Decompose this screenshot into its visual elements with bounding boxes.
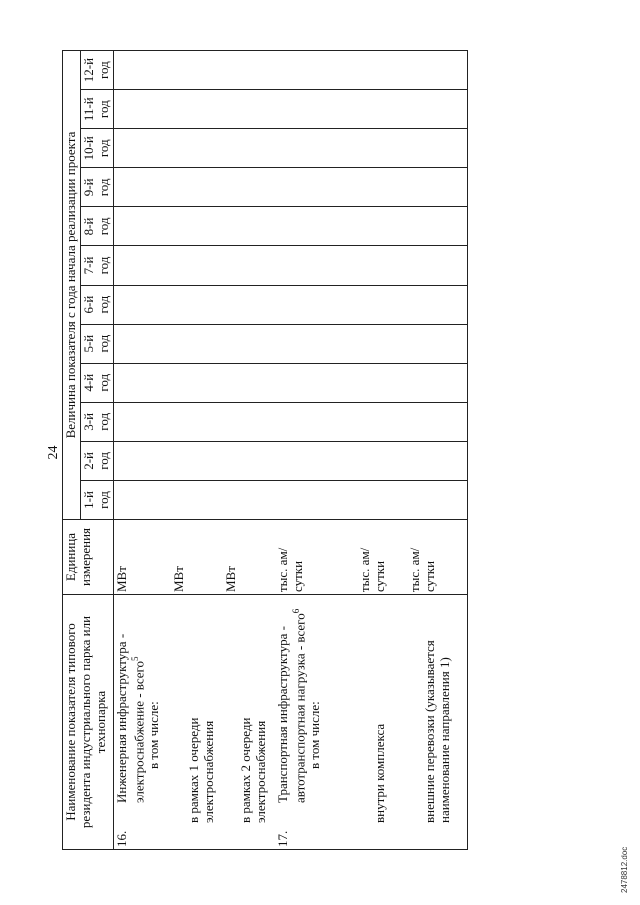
unit-cell: тыс. ам/ сутки bbox=[407, 520, 468, 595]
year-value-cell bbox=[171, 90, 223, 129]
year-number: 11-й bbox=[80, 97, 96, 122]
header-year-7 bbox=[80, 246, 113, 285]
indicator-name-cell bbox=[357, 595, 407, 850]
year-value-cell bbox=[171, 129, 223, 168]
year-value-cell bbox=[357, 168, 407, 207]
row-number: 16. bbox=[113, 830, 129, 847]
unit-cell: МВт bbox=[223, 520, 275, 595]
year-number: 9-й bbox=[80, 178, 96, 197]
year-value-cell bbox=[407, 285, 468, 324]
year-label: год bbox=[95, 295, 111, 314]
year-value-cell bbox=[275, 207, 357, 246]
year-number: 6-й bbox=[80, 295, 96, 314]
year-value-cell bbox=[275, 480, 357, 519]
year-value-cell bbox=[357, 324, 407, 363]
year-value-cell bbox=[357, 480, 407, 519]
year-value-cell bbox=[223, 168, 275, 207]
year-value-cell bbox=[223, 129, 275, 168]
header-year-9 bbox=[80, 168, 113, 207]
year-label: год bbox=[95, 61, 111, 79]
unit-cell: тыс. ам/ сутки bbox=[275, 520, 357, 595]
year-value-cell bbox=[223, 246, 275, 285]
year-number: 4-й bbox=[80, 373, 96, 392]
indicator-label-block bbox=[373, 627, 388, 847]
header-year-12 bbox=[80, 51, 113, 90]
indicator-name: в рамках 2 очереди электроснабжения bbox=[237, 717, 268, 823]
indicator-name-cell bbox=[223, 595, 275, 850]
header-year-10 bbox=[80, 129, 113, 168]
page-number: 24 bbox=[46, 445, 61, 460]
year-value-cell bbox=[171, 285, 223, 324]
indicator-label-block bbox=[276, 607, 323, 803]
footer-file-name: 2478812.doc bbox=[620, 846, 629, 893]
year-value-cell bbox=[171, 324, 223, 363]
year-value-cell bbox=[113, 363, 171, 402]
year-value-cell bbox=[113, 285, 171, 324]
year-value-cell bbox=[407, 129, 468, 168]
indicator-name: внутри комплекса bbox=[371, 723, 387, 823]
year-value-cell bbox=[407, 207, 468, 246]
year-value-cell bbox=[407, 363, 468, 402]
year-value-cell bbox=[171, 441, 223, 480]
year-label: год bbox=[95, 178, 111, 197]
year-value-cell bbox=[171, 363, 223, 402]
year-value-cell bbox=[223, 207, 275, 246]
year-value-cell bbox=[357, 129, 407, 168]
unit-cell: МВт bbox=[113, 520, 171, 595]
header-year-3 bbox=[80, 402, 113, 441]
year-value-cell bbox=[113, 129, 171, 168]
year-value-cell bbox=[407, 402, 468, 441]
year-value-cell bbox=[357, 51, 407, 90]
header-year-5 bbox=[80, 324, 113, 363]
year-value-cell bbox=[275, 285, 357, 324]
year-label: год bbox=[95, 139, 111, 158]
header-year-1 bbox=[80, 480, 113, 519]
year-label: год bbox=[95, 412, 111, 431]
including-label: в том числе: bbox=[307, 701, 323, 769]
year-value-cell bbox=[275, 51, 357, 90]
table-row bbox=[113, 51, 171, 850]
table-row bbox=[275, 51, 357, 850]
header-project-years: Величина показателя с года начала реализации проекта bbox=[63, 51, 81, 520]
indicator-label-block bbox=[115, 607, 162, 803]
indicator-name: Инженерная инфраструктура - электроснабжение - всего bbox=[113, 633, 147, 803]
year-value-cell bbox=[223, 441, 275, 480]
year-value-cell bbox=[407, 168, 468, 207]
year-value-cell bbox=[171, 480, 223, 519]
year-value-cell bbox=[171, 51, 223, 90]
header-year-11 bbox=[80, 90, 113, 129]
year-value-cell bbox=[275, 90, 357, 129]
year-label: год bbox=[95, 334, 111, 353]
header-year-4 bbox=[80, 363, 113, 402]
header-year-2 bbox=[80, 441, 113, 480]
footnote-marker: 6 bbox=[290, 608, 301, 614]
year-value-cell bbox=[357, 207, 407, 246]
year-value-cell bbox=[357, 402, 407, 441]
indicator-name: в рамках 1 очереди электроснабжения bbox=[185, 717, 216, 823]
year-value-cell bbox=[407, 441, 468, 480]
year-value-cell bbox=[407, 51, 468, 90]
year-number: 5-й bbox=[80, 334, 96, 353]
year-value-cell bbox=[113, 480, 171, 519]
year-value-cell bbox=[407, 90, 468, 129]
including-label: в том числе: bbox=[146, 701, 162, 769]
header-indicator-name: Наименование показателя типового резидента индустриального парка или технопарка bbox=[63, 595, 114, 850]
header-unit: Единица измерения bbox=[63, 520, 114, 595]
year-number: 2-й bbox=[80, 451, 96, 470]
header-year-6 bbox=[80, 285, 113, 324]
year-value-cell bbox=[113, 324, 171, 363]
year-value-cell bbox=[113, 51, 171, 90]
indicator-name: внешние перевозки (указывается наименование направления 1) bbox=[421, 640, 452, 823]
year-value-cell bbox=[113, 90, 171, 129]
year-value-cell bbox=[223, 285, 275, 324]
year-value-cell bbox=[407, 324, 468, 363]
year-value-cell bbox=[171, 246, 223, 285]
year-value-cell bbox=[275, 363, 357, 402]
indicator-label-block bbox=[239, 627, 269, 847]
year-number: 3-й bbox=[80, 412, 96, 431]
year-value-cell bbox=[275, 441, 357, 480]
indicator-label-block bbox=[423, 627, 453, 847]
year-value-cell bbox=[113, 168, 171, 207]
indicator-name-cell bbox=[171, 595, 223, 850]
year-number: 12-й bbox=[80, 57, 96, 83]
year-value-cell bbox=[357, 285, 407, 324]
footnote-marker: 5 bbox=[129, 656, 140, 661]
table-row bbox=[357, 51, 407, 850]
row-number: 17. bbox=[274, 830, 290, 847]
year-value-cell bbox=[171, 168, 223, 207]
year-value-cell bbox=[113, 441, 171, 480]
header-year-8 bbox=[80, 207, 113, 246]
table-row bbox=[223, 51, 275, 850]
year-value-cell bbox=[357, 90, 407, 129]
year-number: 8-й bbox=[80, 217, 96, 236]
indicator-name-cell bbox=[275, 595, 357, 850]
year-value-cell bbox=[275, 402, 357, 441]
year-value-cell bbox=[357, 246, 407, 285]
year-value-cell bbox=[113, 402, 171, 441]
year-label: год bbox=[95, 217, 111, 236]
year-number: 1-й bbox=[80, 491, 96, 509]
year-value-cell bbox=[223, 51, 275, 90]
year-value-cell bbox=[407, 246, 468, 285]
year-value-cell bbox=[275, 246, 357, 285]
year-value-cell bbox=[171, 402, 223, 441]
indicator-table bbox=[62, 50, 468, 850]
year-value-cell bbox=[357, 441, 407, 480]
year-value-cell bbox=[275, 324, 357, 363]
year-label: год bbox=[95, 373, 111, 392]
year-value-cell bbox=[357, 363, 407, 402]
year-value-cell bbox=[275, 129, 357, 168]
indicator-label-block bbox=[187, 627, 217, 847]
year-value-cell bbox=[223, 480, 275, 519]
indicator-name-cell bbox=[407, 595, 468, 850]
year-label: год bbox=[95, 452, 111, 470]
unit-cell: МВт bbox=[171, 520, 223, 595]
year-value-cell bbox=[171, 207, 223, 246]
indicator-name: Транспортная инфраструктура - автотранспортная нагрузка - всего bbox=[274, 613, 308, 803]
year-label: год bbox=[95, 491, 111, 509]
year-value-cell bbox=[223, 324, 275, 363]
year-number: 10-й bbox=[80, 136, 96, 161]
year-value-cell bbox=[113, 246, 171, 285]
indicator-name-cell bbox=[113, 595, 171, 850]
year-label: год bbox=[95, 256, 111, 275]
year-value-cell bbox=[223, 402, 275, 441]
table-header-row-1 bbox=[63, 51, 81, 850]
year-value-cell bbox=[113, 207, 171, 246]
unit-cell: тыс. ам/ сутки bbox=[357, 520, 407, 595]
year-value-cell bbox=[223, 90, 275, 129]
table-row bbox=[407, 51, 468, 850]
year-value-cell bbox=[223, 363, 275, 402]
year-value-cell bbox=[407, 480, 468, 519]
table-row bbox=[171, 51, 223, 850]
year-number: 7-й bbox=[80, 256, 96, 275]
year-label: год bbox=[95, 100, 111, 119]
year-value-cell bbox=[275, 168, 357, 207]
